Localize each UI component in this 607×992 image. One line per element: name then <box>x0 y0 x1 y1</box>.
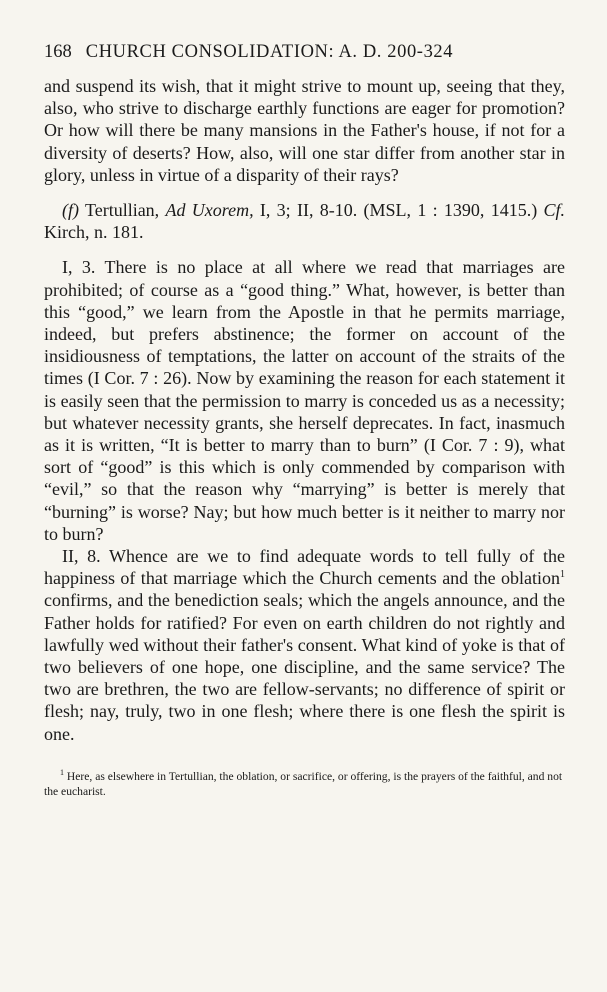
footnote-mark: 1 <box>60 768 64 778</box>
citation-refs: I, 3; II, 8-10. (MSL, 1 : 1390, 1415.) <box>259 200 538 221</box>
citation-work: Ad Uxorem, <box>165 200 254 221</box>
paragraph-book-two <box>44 545 565 745</box>
citation-cf: Cf. <box>543 200 566 221</box>
footnote-text: Here, as elsewhere in Tertullian, the oblation, or sacrifice, or offering, is the prayers of the faithful, and not the eucharist. <box>44 769 563 798</box>
paragraph-book-two-start: II, 8. Whence are we to find adequate words to tell fully of the happiness of that marriage which the Church cements and the oblation <box>44 546 565 589</box>
citation-kirch: Kirch, n. 181. <box>44 222 144 243</box>
paragraph-book-one: I, 3. There is no place at all where we read that marriages are prohibited; of course as a “good thing.” What, however, is better than this “good,” we learn from the Apostle in that he permits marriage, indeed, but prefers abstinence; the former on account of the insidiousness of temptations, the latter on account of the straits of the times (I Cor. 7 : 26). Now by examining the reason for each statement it is easily seen that the permission to marry is conceded us as a necessity; but whatever necessity grants, she herself deprecates. In fact, inasmuch as it is written, “It is better to marry than to burn” (I Cor. 7 : 9), what sort of “good” is this which is only commended by comparison with “evil,” so that the reason why “marrying” is better is merely that “burning” is worse? Nay; but how much better is it neither to marry nor to burn? <box>44 257 565 544</box>
running-header <box>44 42 565 63</box>
citation-author: Tertullian, <box>84 200 160 221</box>
paragraph-book-two-end: confirms, and the benediction seals; which the angels announce, and the Father holds for ratified? For even on earth children do not rightly and lawfully wed without their father's consent. What kind of yoke is that of two believers of one hope, one discipline, and the same service? The two are brethren, the two are fellow-servants; no difference of spirit or flesh; nay, truly, two in one flesh; where there is one flesh the spirit is one. <box>44 590 565 744</box>
footnote <box>44 769 565 799</box>
source-citation <box>44 199 565 243</box>
body-text <box>44 75 565 745</box>
citation-label: (f) <box>62 200 79 221</box>
paragraph-continuation: and suspend its wish, that it might strive to mount up, seeing that they, also, who strive to discharge earthly functions are eager for promotion? Or how will there be many mansions in the Father's house, if not for a diversity of deserts? How, also, will one star differ from another star in glory, unless in virtue of a disparity of their rays? <box>44 76 565 185</box>
running-title: CHURCH CONSOLIDATION: A. D. 200-324 <box>85 42 454 62</box>
footnote-reference[interactable]: 1 <box>560 569 565 581</box>
page-number: 168 <box>44 42 72 62</box>
